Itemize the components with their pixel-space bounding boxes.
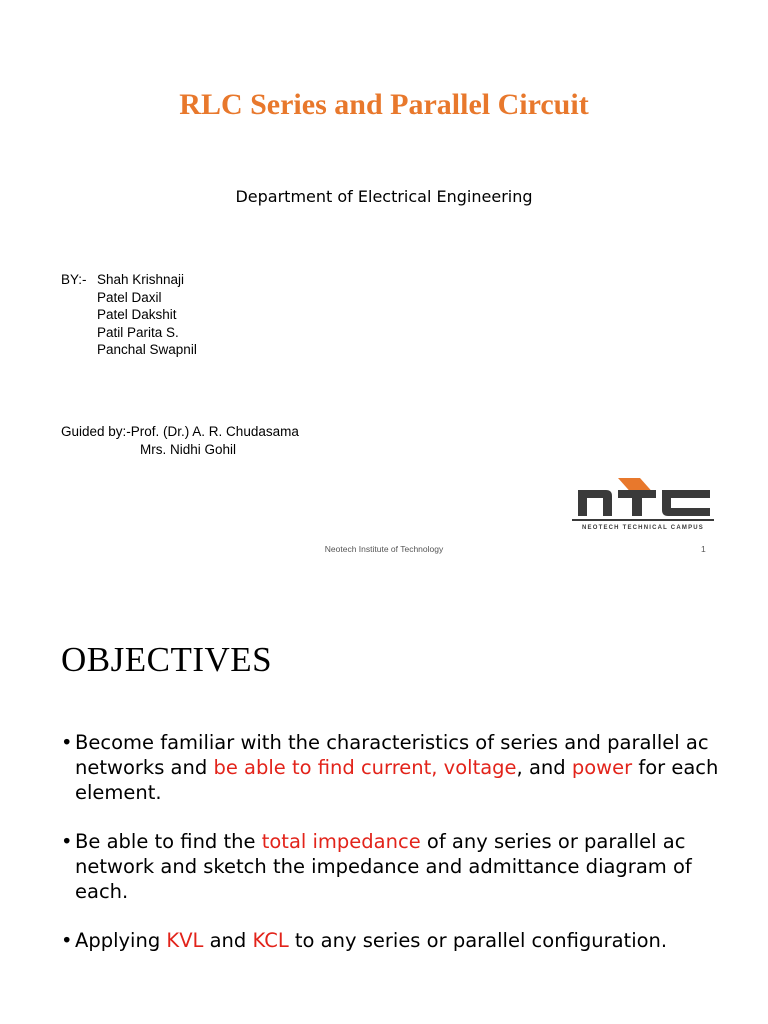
objective-text: of any series or parallel ac network and sketch the impedance and admittance diagram of each. [75,830,692,903]
logo-caption: NEOTECH TECHNICAL CAMPUS [581,525,705,531]
guide-name: Prof. (Dr.) A. R. Chudasama [130,424,299,439]
objective-text: to any series or parallel configuration. [288,929,668,952]
objective-text: for each element. [75,756,719,804]
author-name: Shah Krishnaji [97,272,185,287]
by-label: BY:- [61,272,87,287]
objective-item [61,730,741,805]
objectives-slide [0,570,768,1024]
author-list [97,271,197,359]
author-name: Patel Dakshit [97,307,177,323]
objectives-title: OBJECTIVES [61,640,273,679]
objective-text: and [203,929,253,952]
objective-item [61,928,741,953]
objective-item [61,829,741,904]
guide-name: Mrs. Nidhi Gohil [140,442,237,457]
department-name: Department of Electrical Engineering [235,187,533,206]
objective-highlight: power [571,756,633,779]
author-name: Patel Daxil [97,289,162,305]
guides-block [61,423,299,459]
ntc-logo [566,470,718,534]
objective-highlight: KCL [252,929,289,952]
objectives-list [61,730,741,977]
guided-label: Guided by:- [61,424,131,439]
objective-highlight: KVL [166,929,204,952]
objective-text: , and [516,756,572,779]
objective-highlight: be able to find current, voltage [213,756,517,779]
objective-text: Become familiar with the characteristics of series and parallel ac networks and [75,731,709,779]
page-number: 1 [701,544,706,554]
bullet-icon: • [61,929,73,952]
author-name: Panchal Swapnil [97,342,197,358]
bullet-icon: • [61,830,73,853]
objective-text: Be able to find the [75,830,262,853]
objective-text: Applying [75,929,167,952]
objective-highlight: total impedance [261,830,421,853]
footer-institute: Neotech Institute of Technology [324,544,444,554]
author-name: Patil Parita S. [97,324,179,340]
bullet-icon: • [61,731,73,754]
slide-title: RLC Series and Parallel Circuit [179,88,589,121]
